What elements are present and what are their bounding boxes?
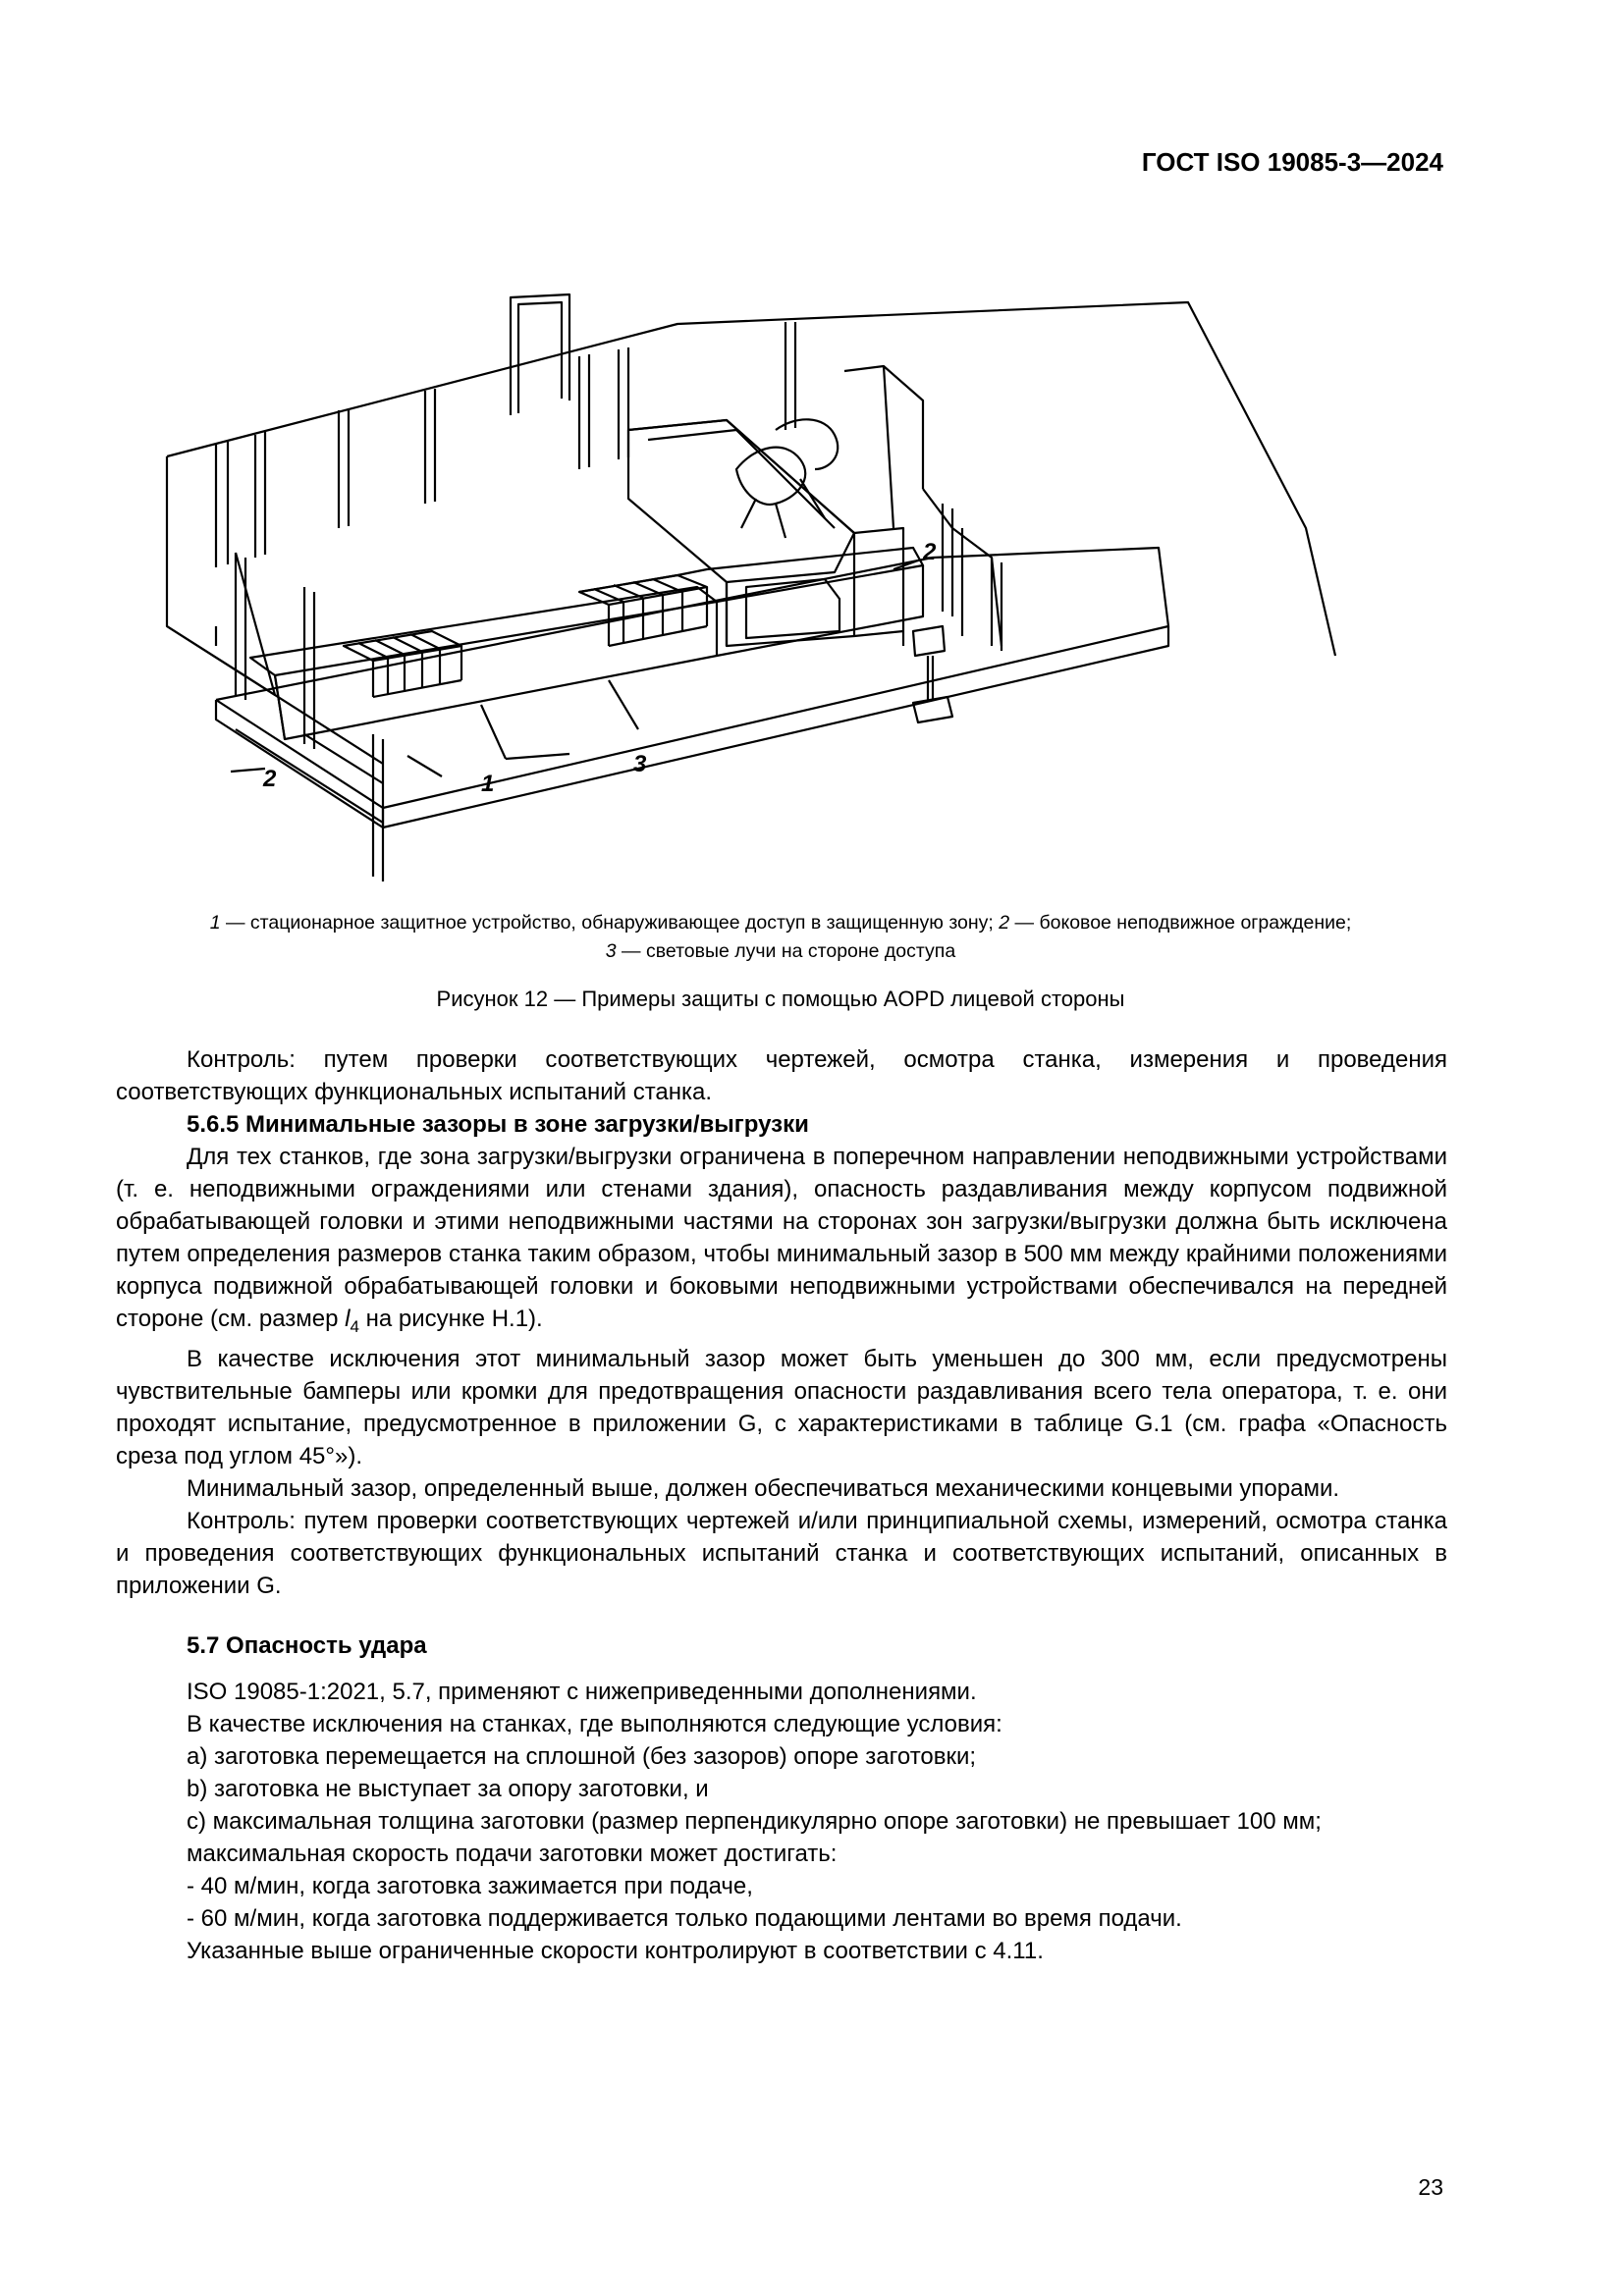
dimension-symbol: l xyxy=(345,1306,351,1332)
paragraph-min-gap xyxy=(116,1141,1447,1343)
figure-legend xyxy=(108,909,1453,966)
document-header: ГОСТ ISO 19085-3—2024 xyxy=(1141,147,1443,177)
paragraph-conditions-intro: В качестве исключения на станках, где выполняются следующие условия: xyxy=(187,1711,1002,1737)
callout-1: 1 xyxy=(481,771,495,797)
legend-text-3: — световые лучи на стороне доступа xyxy=(616,940,956,962)
paragraph-control-1: Контроль: путем проверки соответствующих чертежей, осмотра станка, измерения и проведения соответствующих функциональных испытаний станка. xyxy=(116,1046,1447,1105)
legend-text-1: — стационарное защитное устройство, обнаруживающее доступ в защищенную зону; xyxy=(220,912,1000,934)
callout-2-left: 2 xyxy=(263,766,277,792)
list-item-a: a) заготовка перемещается на сплошной (без зазоров) опоре заготовки; xyxy=(187,1743,977,1770)
paragraph-iso-ref: ISO 19085-1:2021, 5.7, применяют с нижеприведенными дополнениями. xyxy=(187,1679,977,1705)
list-item-60: - 60 м/мин, когда заготовка поддерживается только подающими лентами во время подачи. xyxy=(187,1905,1182,1932)
dimension-subscript: 4 xyxy=(350,1317,359,1336)
paragraph-end-stops: Минимальный зазор, определенный выше, должен обеспечиваться механическими концевыми упорами. xyxy=(187,1475,1340,1502)
paragraph-exception: В качестве исключения этот минимальный зазор может быть уменьшен до 300 мм, если предусмотрены чувствительные бамперы или кромки для предотвращения опасности раздавливания всего тела оператора, т. е. они проходят испытание, предусмотренное в приложении G, с характеристиками в таблице G.1 (см. графа «Опасность среза под углом 45°»). xyxy=(116,1346,1447,1469)
paragraph-min-gap-text-b: на рисунке H.1). xyxy=(358,1306,543,1332)
paragraph-max-speed: максимальная скорость подачи заготовки может достигать: xyxy=(187,1841,838,1867)
legend-num-1: 1 xyxy=(209,912,221,934)
legend-num-3: 3 xyxy=(605,940,617,962)
section-heading-5-6-5: 5.6.5 Минимальные зазоры в зоне загрузки/выгрузки xyxy=(187,1111,809,1138)
list-item-40: - 40 м/мин, когда заготовка зажимается при подаче, xyxy=(187,1873,753,1899)
callout-3: 3 xyxy=(633,751,647,777)
paragraph-min-gap-text-a: Для тех станков, где зона загрузки/выгрузки ограничена в поперечном направлении неподвижными устройствами (т. е. неподвижными ограждениями или стенами здания), опасность раздавливания между корпусом подвижной обрабатывающей головки и этими неподвижными частями на сторонах зон загрузки/выгрузки должна быть исключена путем определения размеров станка таким образом, чтобы минимальный зазор в 500 мм между крайними положениями корпуса подвижной обрабатывающей головки и боковыми неподвижными устройствами обеспечивался на передней стороне (см. размер xyxy=(116,1144,1447,1332)
list-item-c: c) максимальная толщина заготовки (размер перпендикулярно опоре заготовки) не превышает 100 мм; xyxy=(187,1808,1322,1835)
callout-2-right: 2 xyxy=(923,539,937,565)
list-item-b: b) заготовка не выступает за опору заготовки, и xyxy=(187,1776,709,1802)
page-number: 23 xyxy=(1418,2174,1443,2200)
section-heading-5-7: 5.7 Опасность удара xyxy=(187,1632,427,1659)
document-body xyxy=(116,1043,1447,1967)
legend-num-2: 2 xyxy=(999,912,1010,934)
paragraph-control-2: Контроль: путем проверки соответствующих чертежей и/или принципиальной схемы, измерений, осмотра станка и проведения соответствующих функциональных испытаний станка и соответствующих испытаний, описанных в приложении G. xyxy=(116,1508,1447,1599)
legend-text-2: — боковое неподвижное ограждение; xyxy=(1009,912,1352,934)
figure-machine-guarding xyxy=(147,234,1424,901)
figure-title: Рисунок 12 — Примеры защиты с помощью AOPD лицевой стороны xyxy=(436,987,1125,1011)
paragraph-speed-control: Указанные выше ограниченные скорости контролируют в соответствии с 4.11. xyxy=(187,1938,1044,1964)
